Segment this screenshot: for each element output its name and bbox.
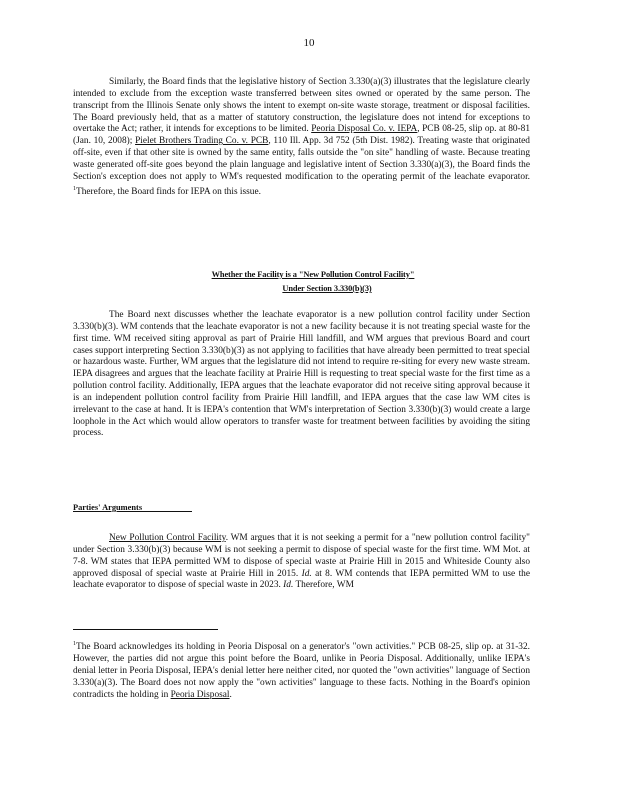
paragraph-text: Therefore, the Board finds for IEPA on this issue. [76, 186, 261, 197]
section-heading-line1: Whether the Facility is a "New Pollution Control Facility" [211, 270, 415, 279]
inline-subheading: New Pollution Control Facility [109, 533, 226, 543]
paragraph-text: , 110 Ill. App. 3d 752 (5th Dist. 1982). Treating waste that originated off-site, even if that other site is owned by the same entity, falls outside the "on site" handling of waste. Because treating waste generated off-site goes beyond the plain language and legislative intent of Section 3.330(a)(3), the Board finds the Section's exception does not apply to WM's requested modification to the operating permit of the leachate evaporator. [73, 136, 530, 182]
case-citation-pielet-brothers: Pielet Brothers Trading Co. v. PCB [135, 136, 269, 147]
footnote [73, 641, 530, 701]
footnote-text: The Board acknowledges its holding in Peoria Disposal on a generator's "own activities." PCB 08-25, slip op. at 31-32. However, the parties did not argue this point before the Board, unlike in Peoria Disposal. Additionally, unlike IEPA's denial letter in Peoria Disposal, IEPA's denial letter here neither cited, nor quoted the "own activities" language of Section 3.330(a)(3). The Board does not now apply the "own activities" language to these facts. Nothing in the Board's opinion contradicts the holding in [73, 642, 530, 700]
page-number: 10 [303, 37, 315, 49]
footnote-marker: 1 [73, 641, 76, 647]
footnote-separator [73, 629, 218, 630]
section-heading-line2: Under Section 3.330(b)(3) [282, 284, 372, 293]
case-citation-peoria-disposal: Peoria Disposal Co. v. IEPA [311, 124, 418, 135]
case-citation-peoria-disposal: Peoria Disposal [170, 690, 230, 700]
paragraph-new-pollution-control: The Board next discusses whether the leachate evaporator is a new pollution control facility under Section 3.330(b)(3). WM contends that the leachate evaporator is not a new facility because it is not treating special waste for the first time. WM received siting approval as part of Prairie Hill landfill, and WM argues that previous Board and court cases support interpreting Section 3.330(b)(3) as not applying to facilities that have already been permitted to treat special or hazardous waste. Further, WM argues that the legislature did not intend to require re-siting for every new waste stream. IEPA disagrees and argues that the leachate facility at Prairie Hill is requesting to treat special waste for the first time as a pollution control facility. Additionally, IEPA argues that the leachate evaporator did not receive siting approval because it is an independent pollution control facility from Prairie Hill landfill, and IEPA argues that the case law WM cites is irrelevant to the case at hand. It is IEPA's contention that WM's interpretation of Section 3.330(b)(3) would create a large loophole in the Act which would allow operators to transfer waste for treatment between facilities by avoiding the siting process. [73, 310, 530, 439]
paragraph-text: , PCB 08-25, slip op. at 80-81 (Jan. 10, 2008); [73, 124, 531, 147]
subsection-heading-parties-arguments: Parties' Arguments [73, 503, 192, 512]
citation-id: Id. [283, 580, 294, 591]
paragraph-wm-arguments [73, 533, 530, 592]
paragraph-text: at 8. WM contends that IEPA permitted WM to use the leachate evaporator to dispose of special waste in 2023. [73, 568, 530, 591]
paragraph-text: Similarly, the Board finds that the legislative history of Section 3.330(a)(3) illustrates that the legislature clearly intended to exclude from the exception waste transferred between sites owned or operated by the same person. The transcript from the Illinois Senate only shows the intent to exempt on-site waste storage, treatment or disposal facilities. The Board previously held, that as a matter of statutory construction, the legislature does not intend for exceptions to overtake the Act; rather, it intends for exceptions to be limited. [73, 77, 530, 135]
citation-id: Id. [301, 568, 312, 579]
footnote-reference: 1 [73, 185, 76, 192]
paragraph-text: Therefore, WM [293, 580, 354, 591]
paragraph-legislative-history [73, 77, 530, 199]
footnote-text: . [229, 690, 232, 700]
paragraph-text: . WM argues that it is not seeking a permit for a "new pollution control facility" under Section 3.330(b)(3) because WM is not seeking a permit to dispose of special waste for the first time. WM Mot. at 7-8. WM states that IEPA permitted WM to dispose of special waste at Prairie Hill in 2015 and Whiteside County also approved disposal of special waste at Prairie Hill in 2015. [73, 533, 530, 579]
